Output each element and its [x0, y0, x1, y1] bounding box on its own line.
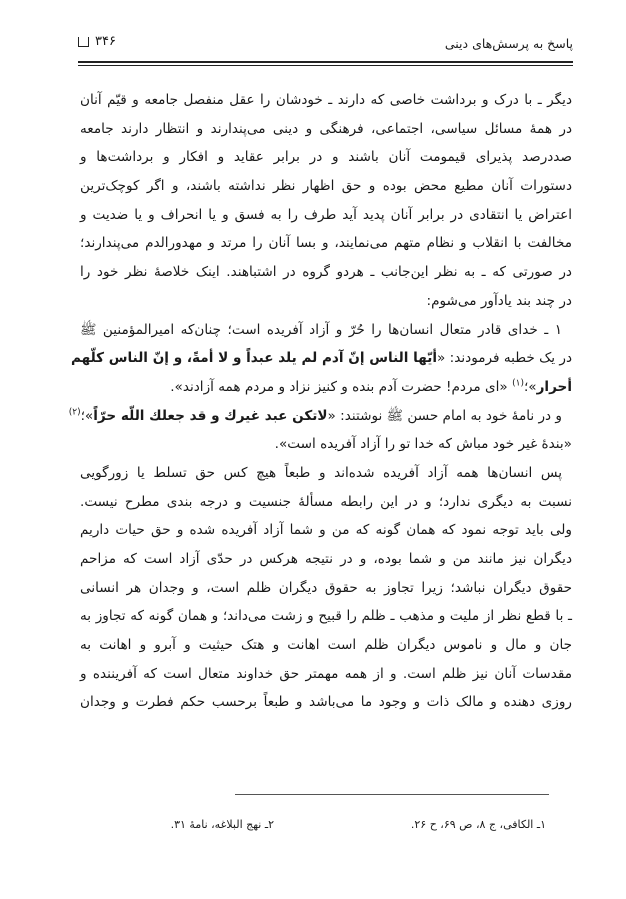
arabic-quote: لاتكن عبد غيرك و قد جعلك اللّه حرّاً	[93, 407, 328, 424]
text-line: دیگران نیز مانند من و شما بوده، و در نتیجه هرکس در حدّی آزاد است که مزاحم	[80, 551, 572, 567]
text-line: نسبت به دیگری ندارد؛ و در این رابطه مسألهٔ جنسیت و درجه بندی مطرح نیست.	[80, 493, 572, 510]
quote-intro: در یک خطبه فرمودند: «	[437, 350, 572, 367]
square-icon	[78, 37, 89, 47]
translation: «بندهٔ غیر خود مباش که خدا تو را آزاد آفریده است».	[274, 436, 572, 453]
body-text	[68, 86, 572, 717]
text-line: صددرصد پذیرای قیمومت آنان باشند و در برابر عقاید و افکار و برداشت‌ها و	[80, 149, 572, 166]
footnote-1: ۱ـ الکافی، ج ۸، ص ۶۹، ح ۲۶.	[410, 818, 546, 831]
text-line: در همهٔ مسائل سیاسی، اجتماعی، فرهنگی و دینی می‌پندارند و انتظار دارند جامعه	[80, 120, 572, 137]
quote-line	[68, 402, 572, 431]
text-line: دستورات آنان مطیع محض بوده و حق اظهار نظر نداشته باشند، و اگر کوچک‌ترین	[80, 178, 572, 195]
text-line: مخالفت با انقلاب و نظام متهم می‌نمایند، و بسا آنان را مرتد و مهدورالدم می‌پندارند؛	[80, 235, 572, 252]
text-line: پس انسان‌ها همه آزاد آفریده شده‌اند و طبعاً هیچ کس حق تسلط یا زورگویی	[80, 464, 562, 481]
footnote-ref[interactable]: (۱)	[512, 378, 524, 389]
text-line: ۱ ـ خدای قادر متعال انسان‌ها را حُرّ و آزاد آفریده است؛ چنان‌که امیرالمؤمنین ﷺ	[80, 321, 562, 338]
text-line: ـ با قطع نظر از ملیت و مذهب ـ ظلم را قبیح و زشت می‌داند؛ و همان گونه که تجاوز به	[80, 608, 572, 625]
page-number-block	[78, 34, 116, 49]
arabic-quote-end: أحرار	[536, 378, 572, 395]
footnote-2: ۲ـ نهج البلاغه، نامهٔ ۳۱.	[170, 818, 274, 831]
text-line: مقدسات آنان نیز ظلم است. و از همه مهمتر حق خداوند متعال است که آفریننده و	[80, 665, 572, 682]
footnote-rule	[235, 794, 549, 795]
text-line: دیگر ـ با درک و برداشت خاصی که دارند ـ خودشان را عقل منفصل جامعه و قیّم آنان	[80, 92, 572, 108]
text-line: اعتراض یا انتقادی در برابر آنان پدید آید طرف را به فسق و یا انحراف و یا ضدیت و	[80, 206, 572, 223]
punct: »؛	[523, 378, 537, 395]
text-line: حقوق دیگران نباشد؛ زیرا تجاوز به حقوق دیگران ظلم است، و وجدان هر انسانی	[80, 579, 572, 596]
text-line: در صورتی که ـ به نظر این‌جانب ـ هردو گروه در اشتباهند. اینک خلاصهٔ نظر خود را	[80, 264, 572, 281]
text-line: در چند بند یادآور می‌شوم:	[426, 292, 572, 309]
text-line: جان و مال و ناموس دیگران ظلم است اهانت و هتک حیثیت و آبرو و اهانت به	[80, 637, 572, 654]
text-line: ولی باید توجه نمود که همان گونه که من و شما آزاد آفریده شده و حق حیات داریم	[80, 522, 572, 539]
page-number: ۳۴۶	[95, 34, 116, 49]
punct: »؛	[80, 407, 94, 424]
header-rule-thin	[78, 65, 573, 66]
text-line: روزی دهنده و مالک ذات و وجود ما می‌باشد و طبعاً برحسب حکم فطرت و وجدان	[80, 694, 572, 711]
quote-line	[80, 373, 572, 402]
arabic-quote: أيّها الناس إنّ آدم لم يلد عبداً و لا أمةً، و إنّ الناس كلّهم	[70, 350, 438, 367]
header-rule	[78, 61, 573, 63]
quote-line	[70, 344, 572, 373]
quote-intro: و در نامهٔ خود به امام حسن ﷺ نوشتند: «	[327, 407, 562, 424]
footnote-ref[interactable]: (۲)	[68, 407, 81, 418]
translation: «ای مردم! حضرت آدم بنده و کنیز نزاد و مردم همه آزادند».	[170, 378, 508, 395]
running-header	[78, 34, 573, 54]
book-title: پاسخ به پرسش‌های دینی	[444, 36, 573, 51]
